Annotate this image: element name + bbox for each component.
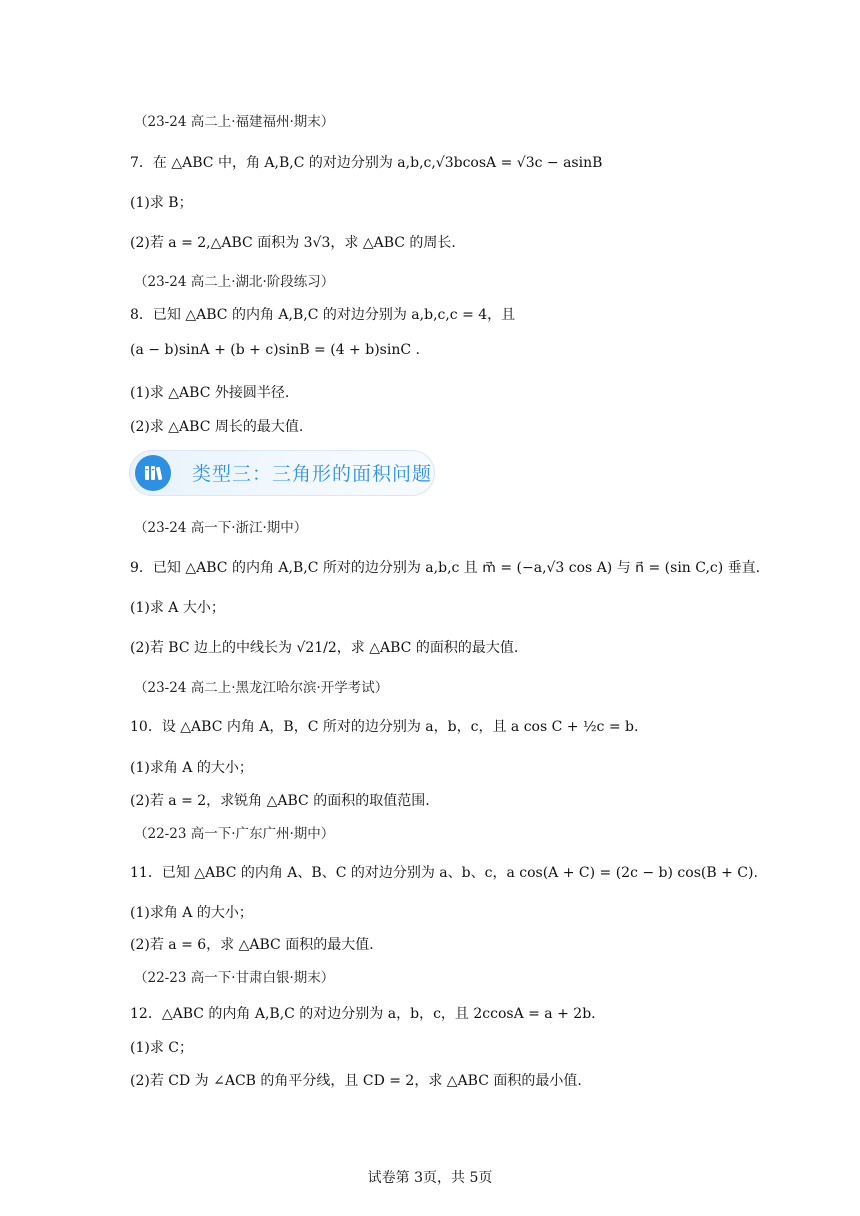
section-banner — [129, 450, 435, 496]
question-text: 11．已知 △ABC 的内角 A、B、C 的对边分别为 a、b、c，a cos(A + C) = (2c − b) cos(B + C). — [130, 865, 758, 881]
question-text: 8．已知 △ABC 的内角 A,B,C 的对边分别为 a,b,c,c = 4，且 — [130, 307, 516, 323]
source-label: （22-23 高一下·甘肃白银·期末） — [134, 970, 335, 986]
section-title: 类型三：三角形的面积问题 — [192, 463, 433, 485]
question-text: (a − b)sinA + (b + c)sinB = (4 + b)sinC . — [130, 342, 420, 358]
sub-question: (2)若 BC 边上的中线长为 √21/2，求 △ABC 的面积的最大值. — [130, 640, 519, 656]
source-label: （22-23 高一下·广东广州·期中） — [134, 826, 335, 842]
question-text: 7．在 △ABC 中，角 A,B,C 的对边分别为 a,b,c,√3bcosA = √3c − asinB — [130, 155, 603, 171]
page-footer: 试卷第 3页，共 5页 — [367, 1170, 493, 1186]
sub-question: (1)求 C； — [130, 1040, 193, 1056]
sub-question: (1)求 △ABC 外接圆半径. — [130, 385, 290, 401]
sub-question: (2)求 △ABC 周长的最大值. — [130, 419, 304, 435]
sub-question: (1)求角 A 的大小； — [130, 760, 253, 776]
source-label: （23-24 高二上·湖北·阶段练习） — [134, 274, 335, 290]
sub-question: (1)求 B； — [130, 195, 193, 211]
source-label: （23-24 高二上·黑龙江哈尔滨·开学考试） — [134, 680, 389, 696]
books-icon — [135, 455, 171, 491]
sub-question: (2)若 a = 2,△ABC 面积为 3√3，求 △ABC 的周长. — [130, 235, 456, 251]
source-label: （23-24 高二上·福建福州·期末） — [134, 114, 335, 130]
question-text: 10．设 △ABC 内角 A，B，C 所对的边分别为 a，b，c，且 a cos C + ½c = b. — [130, 719, 639, 735]
question-text: 9．已知 △ABC 的内角 A,B,C 所对的边分别为 a,b,c 且 m⃗ = (−a,√3 cos A) 与 n⃗ = (sin C,c) 垂直. — [130, 560, 761, 576]
source-label: （23-24 高一下·浙江·期中） — [134, 520, 308, 536]
sub-question: (1)求 A 大小； — [130, 600, 225, 616]
sub-question: (2)若 CD 为 ∠ACB 的角平分线，且 CD = 2，求 △ABC 面积的最小值. — [130, 1073, 582, 1089]
sub-question: (2)若 a = 6，求 △ABC 面积的最大值. — [130, 937, 374, 953]
sub-question: (1)求角 A 的大小； — [130, 905, 253, 921]
question-text: 12．△ABC 的内角 A,B,C 的对边分别为 a，b，c，且 2ccosA = a + 2b. — [130, 1006, 596, 1022]
sub-question: (2)若 a = 2，求锐角 △ABC 的面积的取值范围. — [130, 793, 430, 809]
